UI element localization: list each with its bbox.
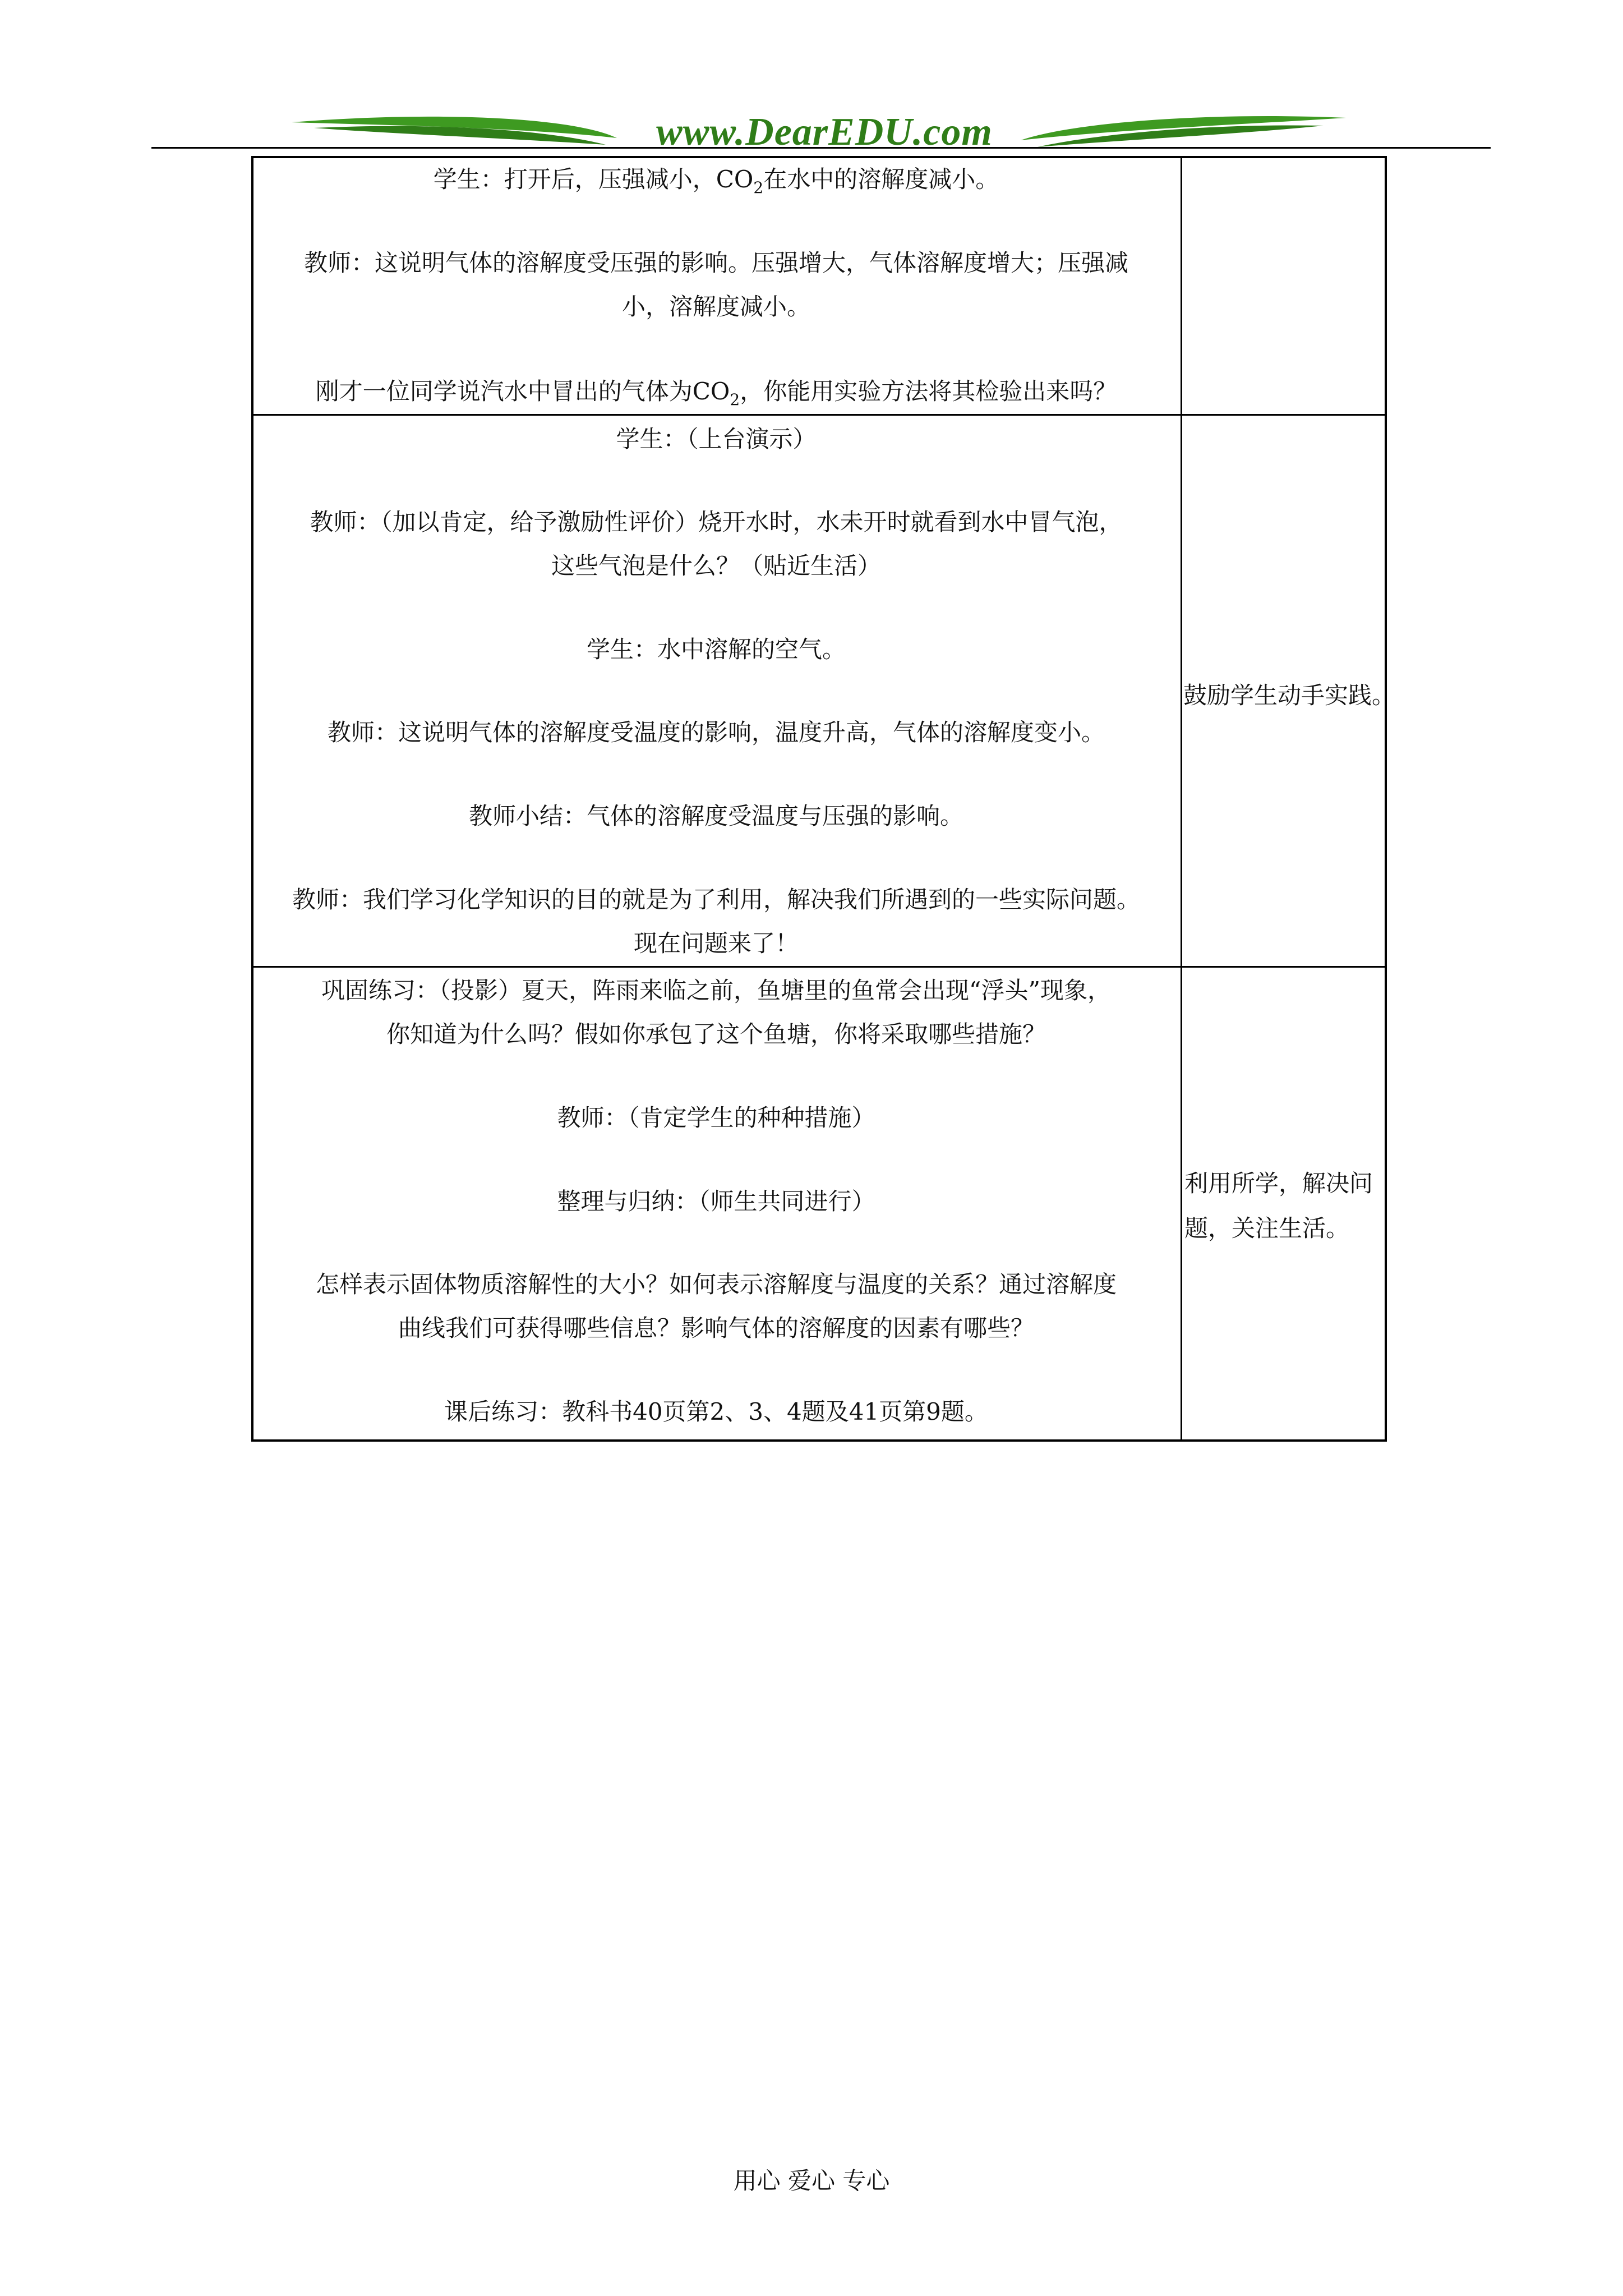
table-row-line: 教师：（加以肯定，给予激励性评价）烧开水时，水未开时就看到水中冒气泡， [310,508,1123,536]
table-row-line: 你知道为什么吗？假如你承包了这个鱼塘，你将采取哪些措施？ [386,1020,1046,1048]
table-row-line: 现在问题来了！ [633,930,799,957]
page-footer: 用心 爱心 专心 [733,2167,890,2194]
table-row-line: 曲线我们可获得哪些信息？影响气体的溶解度的因素有哪些？ [398,1314,1034,1342]
table-row-line: 学生：打开后，压强减小，$CO_2$在水中的溶解度减小。 [433,165,999,197]
teaching-note: 利用所学，解决问题，关注生活。 [1184,1170,1373,1242]
table-row-line: 教师：这说明气体的溶解度受温度的影响，温度升高，气体的溶解度变小。 [327,719,1105,746]
table-row-divider [251,966,1387,968]
table-row-line: 教师：（肯定学生的种种措施） [557,1104,875,1131]
table-row-line: 刚才一位同学说汽水中冒出的气体为$CO_2$，你能用实验方法将其检验出来吗？ [315,378,1117,409]
table-row-line: 教师：这说明气体的溶解度受压强的影响。压强增大，气体溶解度增大；压强减 [303,249,1128,277]
table-column-divider [1181,156,1182,1442]
table-row-line: 怎样表示固体物质溶解性的大小？如何表示溶解度与温度的关系？通过溶解度 [315,1271,1117,1298]
table-row-line: 学生：（上台演示） [616,425,817,453]
table-row-line: 小，溶解度减小。 [621,293,810,320]
logo-text: www.DearEDU.com [656,111,993,154]
teaching-note: 鼓励学生动手实践。 [1183,682,1396,709]
table-row-line: 教师小结：气体的溶解度受温度与压强的影响。 [468,802,963,830]
table-row-line: 学生：水中溶解的空气。 [586,636,846,663]
table-row-line: 课后练习：教科书40页第2、3、4题及41页第9题。 [444,1398,988,1425]
table-row-line: 教师：我们学习化学知识的目的就是为了利用，解决我们所遇到的一些实际问题。 [292,886,1140,913]
table-row-line: 巩固练习：（投影）夏天，阵雨来临之前，鱼塘里的鱼常会出现“浮头”现象， [321,977,1111,1004]
table-row-line: 整理与归纳：（师生共同进行） [557,1188,875,1215]
header-rule [151,147,1491,149]
table-row-line: 这些气泡是什么？（贴近生活） [551,552,881,579]
